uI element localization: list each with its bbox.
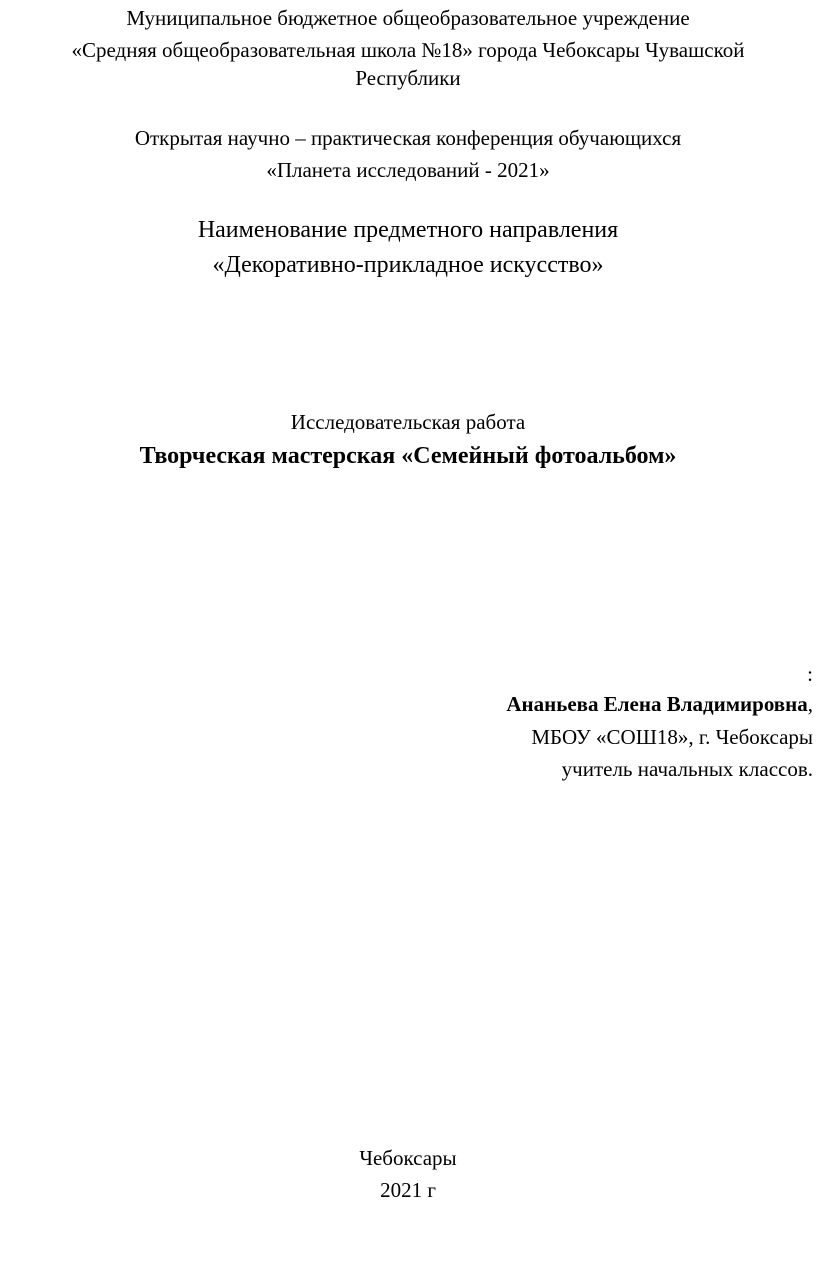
author-colon: : (807, 662, 813, 686)
footer-city: Чебоксары (359, 1146, 457, 1170)
direction-line-1: Наименование предметного направления (197, 217, 619, 243)
conference-line-2: «Планета исследований - 2021» (266, 158, 550, 182)
footer-year: 2021 г (380, 1178, 436, 1202)
work-type: Исследовательская работа (290, 410, 526, 434)
work-title: Творческая мастерская «Семейный фотоальбом» (139, 443, 677, 469)
author-name-suffix: , (807, 692, 813, 716)
conference-line-1: Открытая научно – практическая конференция обучающихся (134, 126, 682, 150)
institution-line-2: «Средняя общеобразовательная школа №18» города Чебоксары Чувашской (71, 38, 745, 62)
author-position: учитель начальных классов. (561, 757, 813, 781)
institution-line-1: Муниципальное бюджетное общеобразовательное учреждение (126, 6, 690, 30)
author-organization: МБОУ «СОШ18», г. Чебоксары (531, 725, 813, 749)
institution-line-3: Республики (355, 66, 461, 90)
direction-line-2: «Декоративно-прикладное искусство» (212, 252, 604, 278)
author-name-line (506, 690, 813, 718)
author-name: Ананьева Елена Владимировна (506, 692, 808, 716)
